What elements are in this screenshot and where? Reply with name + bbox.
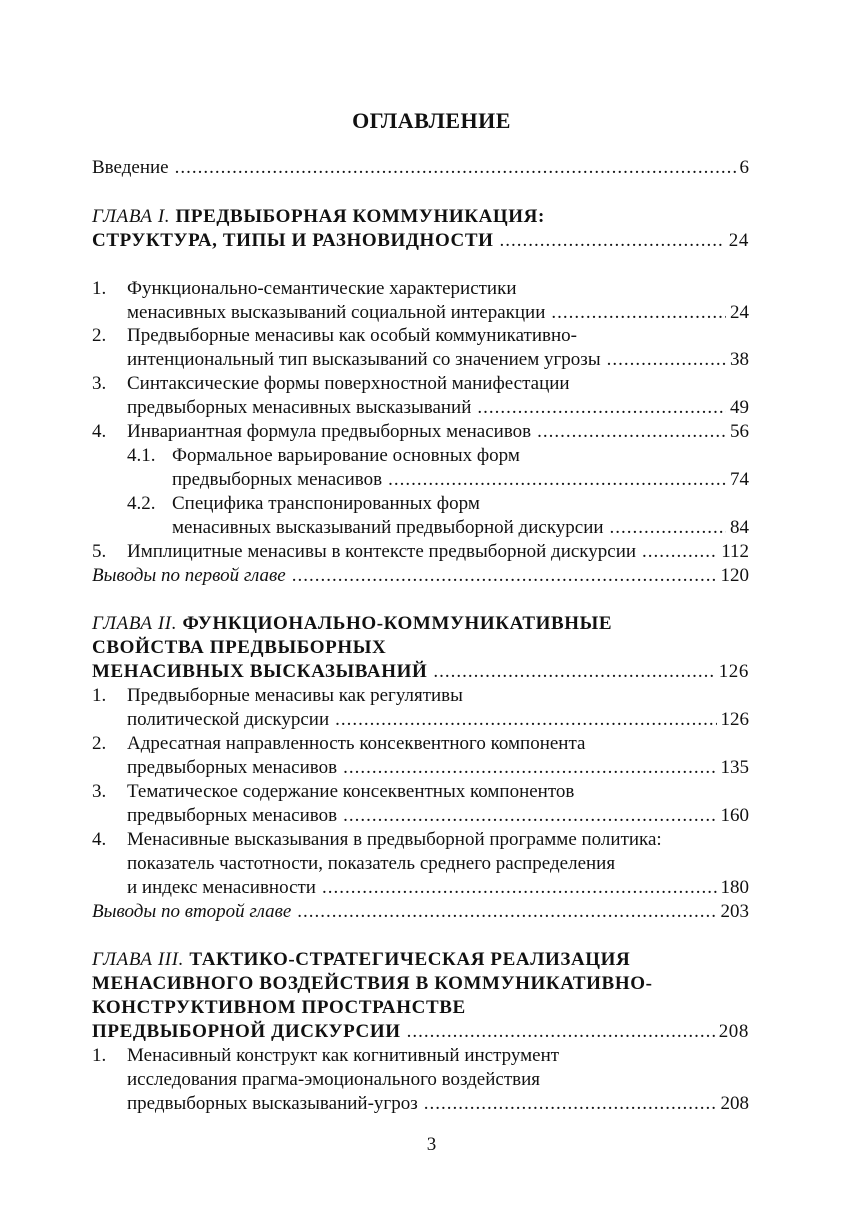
leader-dots — [335, 708, 716, 732]
toc-conclusion-2[interactable] — [0, 900, 863, 924]
toc-page: 49 — [730, 397, 749, 418]
chapter-3-heading-line3[interactable] — [0, 996, 863, 1020]
chapter-2-heading-line3[interactable] — [0, 660, 863, 684]
toc-item-2-4[interactable] — [0, 828, 863, 852]
chapter-title-line: ФУНКЦИОНАЛЬНО-КОММУНИКАТИВНЫЕ — [182, 613, 613, 634]
leader-dots — [343, 756, 716, 780]
chapter-title-line: ПРЕДВЫБОРНОЙ ДИСКУРСИИ — [92, 1021, 401, 1042]
toc-item-1-2-cont[interactable] — [0, 348, 863, 372]
toc-text: предвыборных менасивов — [172, 469, 383, 490]
toc-text: Адресатная направленность консеквентного компонента — [127, 733, 586, 754]
toc-item-3-1-cont2[interactable] — [0, 1092, 863, 1116]
toc-text: Менасивные высказывания в предвыборной программе политика: — [127, 829, 662, 850]
toc-text: Функционально-семантические характеристики — [127, 278, 517, 299]
toc-text: Выводы по первой главе — [92, 565, 286, 586]
chapter-2-heading-line2[interactable] — [0, 636, 863, 660]
toc-row — [127, 540, 749, 564]
toc-item-1-1-cont[interactable] — [0, 301, 863, 325]
chapter-2-heading[interactable] — [0, 612, 863, 636]
toc-item-1-4[interactable] — [0, 420, 863, 444]
toc-page: 160 — [720, 805, 749, 826]
toc-text: Специфика транспонированных форм — [172, 493, 480, 514]
toc-text: Формальное варьирование основных форм — [172, 445, 520, 466]
toc-item-2-4-cont[interactable] — [0, 852, 863, 876]
toc-page: 120 — [720, 565, 749, 586]
toc-text: предвыборных менасивов — [127, 757, 338, 778]
toc-text: Инвариантная формула предвыборных менасивов — [127, 421, 532, 442]
toc-text: Введение — [92, 157, 169, 178]
toc-row — [172, 516, 749, 540]
toc-row — [127, 396, 749, 420]
toc-row — [92, 564, 749, 588]
toc-text: Синтаксические формы поверхностной манифестации — [127, 373, 570, 394]
toc-row — [127, 1092, 749, 1116]
toc-item-1-3-cont[interactable] — [0, 396, 863, 420]
item-number: 4.2. — [127, 493, 156, 514]
toc-page: 126 — [718, 661, 749, 682]
toc-item-1-2[interactable] — [0, 324, 863, 348]
toc-row — [127, 708, 749, 732]
leader-dots — [407, 1020, 715, 1044]
toc-page: 24 — [728, 230, 749, 251]
toc-row — [127, 756, 749, 780]
item-number: 4. — [92, 421, 107, 442]
toc-text: Предвыборные менасивы как регулятивы — [127, 685, 463, 706]
toc-text: Менасивный конструкт как когнитивный инструмент — [127, 1045, 560, 1066]
chapter-title-line: МЕНАСИВНЫХ ВЫСКАЗЫВАНИЙ — [92, 661, 428, 682]
toc-row — [92, 660, 749, 684]
page-number: 3 — [426, 1134, 437, 1155]
toc-item-1-4-2-cont[interactable] — [0, 516, 863, 540]
toc-text: Тематическое содержание консеквентных компонентов — [127, 781, 575, 802]
toc-text: исследования прагма-эмоционального воздействия — [127, 1069, 541, 1090]
toc-item-2-2-cont[interactable] — [0, 756, 863, 780]
toc-page: 208 — [720, 1093, 749, 1114]
chapter-1-heading-line2[interactable] — [0, 229, 863, 253]
toc-page: 56 — [730, 421, 749, 442]
toc-text: Имплицитные менасивы в контексте предвыборной дискурсии — [127, 541, 637, 562]
toc-page: 24 — [730, 302, 749, 323]
chapter-title-line: КОНСТРУКТИВНОМ ПРОСТРАНСТВЕ — [92, 997, 466, 1018]
leader-dots — [292, 564, 717, 588]
toc-item-2-2[interactable] — [0, 732, 863, 756]
toc-page: 6 — [739, 157, 749, 178]
toc-text: предвыборных менасивных высказываний — [127, 397, 472, 418]
chapter-3-heading-line2[interactable] — [0, 972, 863, 996]
item-number: 1. — [92, 1045, 107, 1066]
toc-item-1-4-1-cont[interactable] — [0, 468, 863, 492]
toc-item-2-3-cont[interactable] — [0, 804, 863, 828]
chapter-prefix: ГЛАВА I. — [92, 206, 171, 227]
toc-item-2-1-cont[interactable] — [0, 708, 863, 732]
toc-page: 126 — [720, 709, 749, 730]
chapter-1-heading[interactable] — [0, 205, 863, 229]
item-number: 2. — [92, 733, 107, 754]
leader-dots — [537, 420, 726, 444]
toc-item-1-5[interactable] — [0, 540, 863, 564]
toc-item-1-4-2[interactable] — [0, 492, 863, 516]
toc-item-1-3[interactable] — [0, 372, 863, 396]
leader-dots — [433, 660, 714, 684]
item-number: 5. — [92, 541, 107, 562]
item-number: 3. — [92, 781, 107, 802]
toc-item-3-1[interactable] — [0, 1044, 863, 1068]
leader-dots — [297, 900, 716, 924]
page-title: ОГЛАВЛЕНИЕ — [352, 108, 511, 133]
chapter-3-heading[interactable] — [0, 948, 863, 972]
toc-text: политической дискурсии — [127, 709, 330, 730]
toc-row — [92, 156, 749, 180]
toc-text: Выводы по второй главе — [92, 901, 292, 922]
item-number: 2. — [92, 325, 107, 346]
item-number: 1. — [92, 278, 107, 299]
toc-item-1-4-1[interactable] — [0, 444, 863, 468]
chapter-prefix: ГЛАВА II. — [92, 613, 178, 634]
toc-text: интенциональный тип высказываний со значением угрозы — [127, 349, 601, 370]
chapter-title-line: СТРУКТУРА, ТИПЫ И РАЗНОВИДНОСТИ — [92, 230, 494, 251]
toc-item-3-1-cont[interactable] — [0, 1068, 863, 1092]
toc-row — [92, 229, 749, 253]
leader-dots — [642, 540, 717, 564]
leader-dots — [322, 876, 717, 900]
toc-page: 74 — [730, 469, 749, 490]
toc-row — [127, 876, 749, 900]
toc-item-2-1[interactable] — [0, 684, 863, 708]
leader-dots — [343, 804, 716, 828]
toc-row — [127, 420, 749, 444]
toc-item-1-1[interactable] — [0, 277, 863, 301]
toc-page: 112 — [721, 541, 749, 562]
chapter-3-heading-line4[interactable] — [0, 1020, 863, 1044]
leader-dots — [607, 348, 726, 372]
toc-item-2-3[interactable] — [0, 780, 863, 804]
toc-text: предвыборных менасивов — [127, 805, 338, 826]
toc-page: 38 — [730, 349, 749, 370]
item-number: 4. — [92, 829, 107, 850]
leader-dots — [500, 229, 725, 253]
leader-dots — [388, 468, 726, 492]
toc-page: 208 — [718, 1021, 749, 1042]
toc-text: менасивных высказываний социальной интеракции — [127, 302, 546, 323]
toc-text: предвыборных высказываний-угроз — [127, 1093, 418, 1114]
chapter-title-line: ПРЕДВЫБОРНАЯ КОММУНИКАЦИЯ: — [175, 206, 545, 227]
toc-row — [92, 900, 749, 924]
toc-entry-intro[interactable] — [0, 156, 863, 180]
item-number: 1. — [92, 685, 107, 706]
toc-row — [127, 804, 749, 828]
chapter-title-line: МЕНАСИВНОГО ВОЗДЕЙСТВИЯ В КОММУНИКАТИВНО- — [92, 973, 653, 994]
toc-row — [127, 348, 749, 372]
toc-row — [172, 468, 749, 492]
toc-page: 203 — [720, 901, 749, 922]
toc-row — [127, 301, 749, 325]
leader-dots — [175, 156, 736, 180]
leader-dots — [551, 301, 726, 325]
item-number: 3. — [92, 373, 107, 394]
leader-dots — [610, 516, 726, 540]
item-number: 4.1. — [127, 445, 156, 466]
toc-item-2-4-cont2[interactable] — [0, 876, 863, 900]
toc-text: менасивных высказываний предвыборной дискурсии — [172, 517, 604, 538]
toc-page: 135 — [720, 757, 749, 778]
toc-text: и индекс менасивности — [127, 877, 316, 898]
toc-page: 84 — [730, 517, 749, 538]
toc-text: Предвыборные менасивы как особый коммуникативно- — [127, 325, 577, 346]
chapter-title-line: СВОЙСТВА ПРЕДВЫБОРНЫХ — [92, 637, 387, 658]
toc-text: показатель частотности, показатель среднего распределения — [127, 853, 616, 874]
chapter-prefix: ГЛАВА III. — [92, 949, 185, 970]
leader-dots — [424, 1092, 717, 1116]
toc-conclusion-1[interactable] — [0, 564, 863, 588]
chapter-title-line: ТАКТИКО-СТРАТЕГИЧЕСКАЯ РЕАЛИЗАЦИЯ — [189, 949, 631, 970]
toc-page: 180 — [720, 877, 749, 898]
toc-row — [92, 1020, 749, 1044]
leader-dots — [477, 396, 726, 420]
